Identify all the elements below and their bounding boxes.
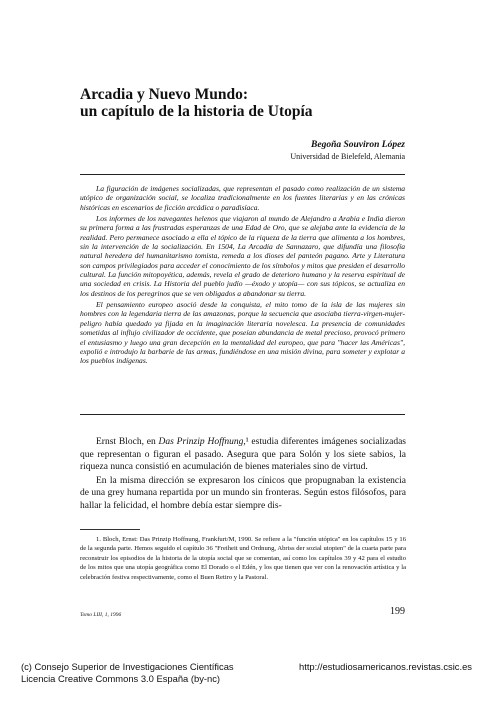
abstract	[80, 184, 405, 368]
cited-work-title: Das Prinzip Hoffnung	[158, 437, 244, 447]
page-number: 199	[390, 606, 405, 617]
running-head: Tomo LIII, 1, 1996	[80, 612, 122, 618]
body-p1-rest: ,¹ estudia diferentes imágenes socializadas que representan o figuran el pasado. Asegura que para Solón y los siete sabios, la riqueza nunca consistió en acumulación de bienes materiales sino de virtud.	[80, 437, 406, 473]
footnote-rule	[80, 529, 140, 530]
body-paragraph-2: En la misma dirección se expresaron los cínicos que propugnaban la existencia de una grey humana repartida por un mundo sin fronteras. Según estos filósofos, para hallar la felicidad, el hombre debía estar siempre dis-	[80, 475, 406, 511]
copyright-line: (c) Consejo Superior de Investigaciones Científicas	[21, 661, 234, 672]
body-paragraph-1	[80, 436, 406, 474]
journal-url[interactable]	[299, 661, 472, 673]
footnote-1: 1. Bloch, Ernst: Das Prinzip Hoffnung, Frankfurt/M, 1990. Se refiere a la "función utópica" en los capítulos 15 y 16 de la segunda parte. Hemos seguido el capítulo 36 "Freiheit und Ordnung, Abriss der sozial utopien" de la cuarta parte para reconstruir los episodios de la historia de la utopía social que se comentan, así como los capítulos 39 y 42 para el estudio de los mitos que una utopía geográfica como El Dorado o el Edén, y los que tienen que ver con la renovación artística y la celebración festiva respectivamente, como el Buen Retiro y la Pastoral.	[80, 536, 406, 581]
abstract-paragraph-3: El pensamiento europeo asoció desde la conquista, el mito tomo de la isla de las mujeres sin hombres con la legendaria tierra de las amazonas, porque la secuencia que asociaba tierra-virgen-mujer-peligro había quedado ya fijada en la imaginación literaria novelesca. La presencia de comunidades sometidas al influjo civilizador de occidente, que poseían abundancia de metal precioso, provocó primero el entusiasmo y luego una gran decepción en la mentalidad del europeo, que para "hacer las Américas", expolió e introdujo la barbarie de las armas, fundiéndose en una misión divina, para someter y explotar a los pueblos indígenas.	[80, 300, 405, 366]
abstract-bottom-rule	[80, 414, 405, 415]
body-text	[80, 436, 406, 514]
license-line: Licencia Creative Commons 3.0 España (by-nc)	[21, 673, 221, 684]
author-affiliation: Universidad de Bielefeld, Alemania	[290, 152, 405, 161]
abstract-paragraph-2: Los informes de los navegantes helenos que viajaron al mundo de Alejandro a Arabia e India dieron su primera forma a las frustradas esperanzas de una Edad de Oro, que se alejaba ante la evidencia de la realidad. Pero permanece asociado a ella el tópico de la riqueza de la tierra que alimenta a los hombres, sin la intervención de la socialización. En 1504, La Arcadia de Sannazaro, que difundía una filosofía natural heredera del humanitarismo tomista, remeda a los dioses del panteón pagano. Arte y Literatura son campos privilegiados para acceder el conocimiento de los símbolos y mitos que presiden el desarrollo cultural. La función mitopoyética, además, revela el grado de deterioro humano y la reserva espiritual de una sociedad en crisis. La Historia del pueblo judío —éxodo y utopía— con sus tópicos, se actualiza en los destinos de los peregrinos que se ven obligados a abandonar su tierra.	[80, 214, 405, 298]
abstract-top-rule	[80, 174, 405, 175]
article-title	[80, 86, 410, 120]
title-line-1: Arcadia y Nuevo Mundo:	[80, 86, 249, 103]
title-line-2: un capítulo de la historia de Utopía	[80, 103, 313, 120]
footnote	[80, 535, 406, 582]
journal-url-text[interactable]: http://estudiosamericanos.revistas.csic.es	[299, 661, 472, 672]
author-name: Begoña Souviron López	[311, 140, 405, 150]
license-notice	[21, 661, 234, 685]
body-p1-start: Ernst Bloch, en	[96, 437, 159, 447]
abstract-paragraph-1: La figuración de imágenes socializadas, que representan el pasado como realización de un sistema utópico de organización social, se localiza tradicionalmente en los fuentes literarias y en las crónicas históricas en escenarios de ficción arcádica o paradisíaca.	[80, 184, 405, 212]
